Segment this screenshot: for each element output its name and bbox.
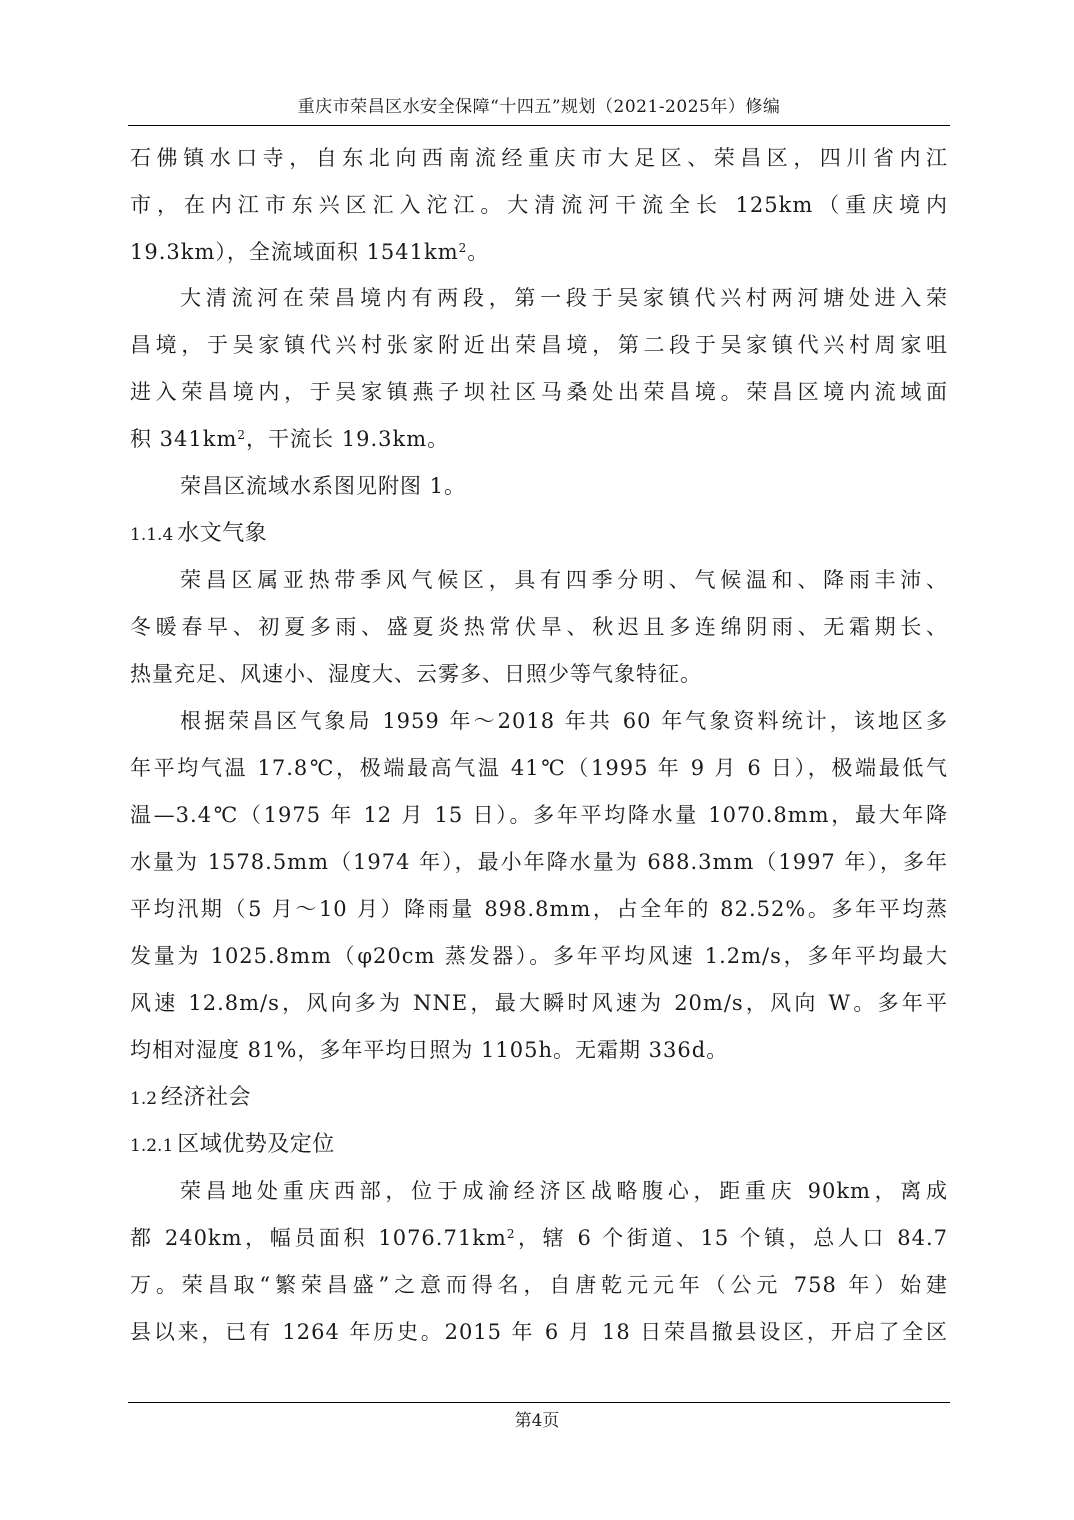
superscript: 2 — [506, 1227, 516, 1241]
paragraph-line: 水量为 1578.5mm（1974 年），最小年降水量为 688.3mm（1997 年），多年 — [130, 850, 948, 874]
footer-divider — [128, 1402, 950, 1403]
paragraph-line: 根据荣昌区气象局 1959 年～2018 年共 60 年气象资料统计，该地区多 — [180, 709, 948, 733]
paragraph-line: 热量充足、风速小、湿度大、云雾多、日照少等气象特征。 — [130, 662, 702, 686]
paragraph-line: 万。荣昌取“繁荣昌盛”之意而得名，自唐乾元元年（公元 758 年）始建 — [130, 1273, 948, 1297]
section-heading: 1.2.1 区域优势及定位 — [130, 1132, 335, 1157]
section-heading: 1.2 经济社会 — [130, 1085, 252, 1110]
paragraph-line: 平均汛期（5 月～10 月）降雨量 898.8mm，占全年的 82.52%。多年平均蒸 — [130, 897, 948, 921]
paragraph-line: 昌境，于吴家镇代兴村张家附近出荣昌境，第二段于吴家镇代兴村周家咀 — [130, 333, 948, 357]
paragraph-line: 温—3.4℃（1975 年 12 月 15 日）。多年平均降水量 1070.8mm，最大年降 — [130, 803, 948, 827]
paragraph-line: 年平均气温 17.8℃，极端最高气温 41℃（1995 年 9 月 6 日），极端最低气 — [130, 756, 948, 780]
paragraph-line: 石佛镇水口寺，自东北向西南流经重庆市大足区、荣昌区，四川省内江 — [130, 146, 948, 170]
paragraph-line: 县以来，已有 1264 年历史。2015 年 6 月 18 日荣昌撤县设区，开启了全区 — [130, 1320, 948, 1344]
paragraph-line: 市，在内江市东兴区汇入沱江。大清流河干流全长 125km（重庆境内 — [130, 193, 948, 217]
paragraph-line: 荣昌地处重庆西部，位于成渝经济区战略腹心，距重庆 90km，离成 — [180, 1179, 948, 1203]
paragraph-line: 冬暖春早、初夏多雨、盛夏炎热常伏旱、秋迟且多连绵阴雨、无霜期长、 — [130, 615, 948, 639]
section-heading: 1.1.4 水文气象 — [130, 521, 268, 546]
paragraph-line: 发量为 1025.8mm（φ20cm 蒸发器）。多年平均风速 1.2m/s，多年平均最大 — [130, 944, 948, 968]
paragraph-line: 均相对湿度 81%，多年平均日照为 1105h。无霜期 336d。 — [130, 1038, 729, 1062]
superscript: 2 — [458, 241, 468, 255]
page-number: 第4页 — [514, 1411, 560, 1431]
running-header: 重庆市荣昌区水安全保障“十四五”规划（2021-2025年）修编 — [128, 92, 950, 126]
paragraph-line: 荣昌区属亚热带季风气候区，具有四季分明、气候温和、降雨丰沛、 — [180, 568, 948, 592]
paragraph-line: 荣昌区流域水系图见附图 1。 — [180, 474, 467, 498]
paragraph-line: 19.3km），全流域面积 $1541km^2$。 — [130, 240, 490, 264]
paragraph-line: 积 $341km^2$，干流长 19.3km。 — [130, 427, 450, 451]
superscript: 2 — [237, 428, 247, 442]
paragraph-line: 大清流河在荣昌境内有两段，第一段于吴家镇代兴村两河塘处进入荣 — [180, 286, 948, 310]
paragraph-line: 风速 12.8m/s，风向多为 NNE，最大瞬时风速为 20m/s，风向 W。多年平 — [130, 991, 948, 1015]
paragraph-line: 进入荣昌境内，于吴家镇燕子坝社区马桑处出荣昌境。荣昌区境内流域面 — [130, 380, 948, 404]
paragraph-line: 都 240km，幅员面积 $1076.71km^2$，辖 6 个街道、15 个镇，总人口 84.7 — [130, 1226, 948, 1250]
